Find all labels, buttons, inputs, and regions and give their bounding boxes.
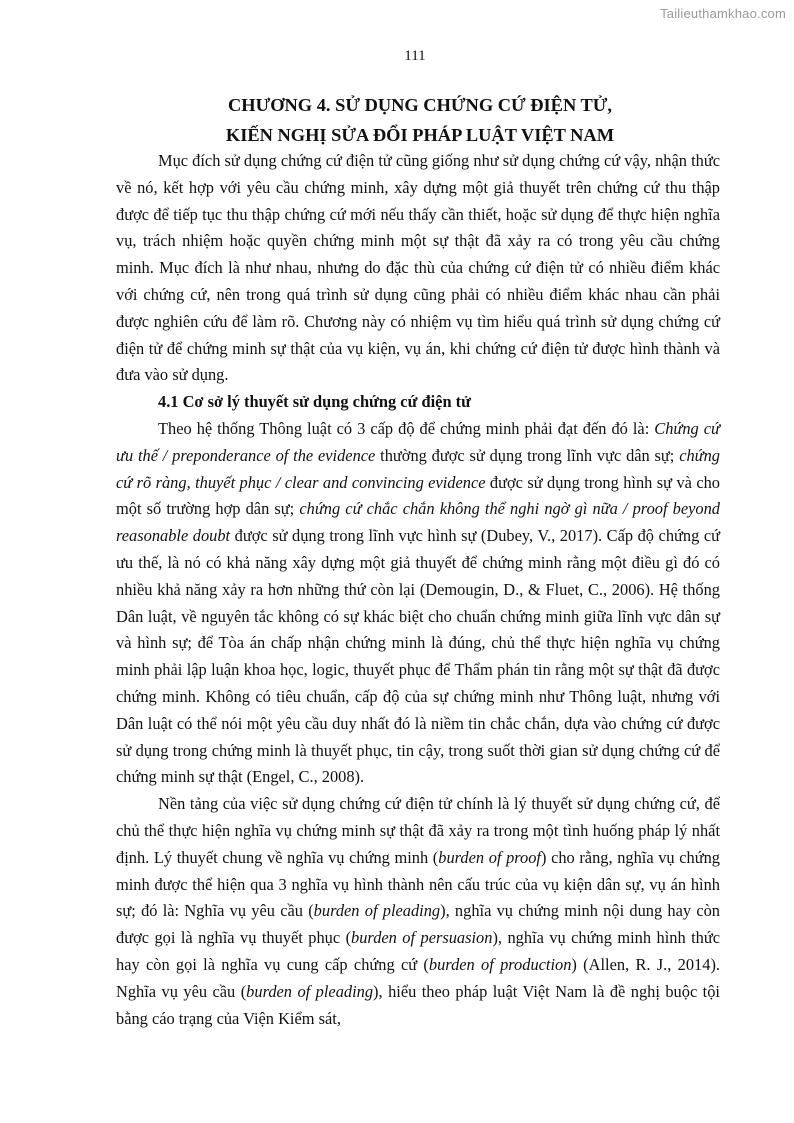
text-run: ), hiểu theo pháp luật Việt Nam là đề nghị buộc tội bằng cáo trạng của Viện Kiểm sát, — [116, 981, 720, 1028]
watermark: Tailieuthamkhao.com — [660, 6, 786, 21]
chapter-title-line-1: CHƯƠNG 4. SỬ DỤNG CHỨNG CỨ ĐIỆN TỬ, — [228, 95, 612, 115]
paragraph-burden-of-proof — [116, 791, 720, 1032]
italic-term: chứng cứ rõ ràng, thuyết phục / clear and convincing evidence — [116, 445, 720, 492]
text-run: Theo hệ thống Thông luật có 3 cấp độ để chứng minh phải đạt đến đó là: — [158, 418, 655, 438]
italic-term: burden of production — [428, 954, 572, 974]
italic-term: chứng cứ chắc chắn không thể nghi ngờ gì nữa / proof beyond reasonable doubt — [116, 499, 720, 546]
section-heading: 4.1 Cơ sở lý thuyết sử dụng chứng cứ điện tử — [158, 392, 471, 412]
page-number: 111 — [404, 48, 426, 64]
chapter-title — [60, 90, 780, 150]
text-run: được sử dụng trong lĩnh vực hình sự (Dubey, V., 2017). Cấp độ chứng cứ ưu thế, là nó có khả năng xây dựng một giả thuyết để chứng minh rằng một điều gì đó có nhiều khả năng xảy ra hơn những thứ còn lại (Demougin, D., & Fluet, C., 2006). Hệ thống Dân luật, về nguyên tắc không có sự khác biệt cho chuẩn chứng minh giữa lĩnh vực dân sự và hình sự; để Tòa án chấp nhận chứng minh là đúng, chủ thể thực hiện nghĩa vụ chứng minh phải lập luận khoa học, logic, thuyết phục để Thẩm phán tin rằng một sự thật đã được chứng minh. Không có tiêu chuẩn, cấp độ của sự chứng minh như Thông luật, nhưng với Dân luật có thể nói một yêu cầu duy nhất đó là niềm tin chắc chắn, dựa vào chứng cứ được sử dụng trong chứng minh là thuyết phục, tin cậy, trong suốt thời gian sử dụng chứng cứ để chứng minh sự thật (Engel, C., 2008). — [116, 526, 720, 787]
text-run: ) cho rằng, nghĩa vụ chứng minh được thể hiện qua 3 nghĩa vụ hình thành nên cấu trúc của vụ kiện dân sự, vụ án hình sự; đó là: Nghĩa vụ yêu cầu ( — [116, 847, 720, 921]
text-run: ), nghĩa vụ chứng minh nội dung hay còn được gọi là nghĩa vụ thuyết phục ( — [116, 901, 720, 948]
paragraph-intro: Mục đích sử dụng chứng cứ điện tử cũng giống như sử dụng chứng cứ vậy, nhận thức về nó, kết hợp với yêu cầu chứng minh, xây dựng một giả thuyết trên chứng cứ thu thập được để tiếp tục thu thập chứng cứ mới nếu thấy cần thiết, hoặc sử dụng để thực hiện nghĩa vụ, trách nhiệm hoặc quyền chứng minh một sự thật đã xảy ra có trong yêu cầu chứng minh. Mục đích là như nhau, nhưng do đặc thù của chứng cứ điện tử có nhiều điểm khác với chứng cứ, nên trong quá trình sử dụng cũng phải có nhiều điểm khác nhau cần phải được nghiên cứu để làm rõ. Chương này có nhiệm vụ tìm hiểu quá trình sử dụng chứng cứ điện tử để chứng minh sự thật của vụ kiện, vụ án, khi chứng cứ điện tử được hình thành và đưa vào sử dụng. — [116, 151, 720, 385]
text-run: ), nghĩa vụ chứng minh hình thức hay còn gọi là nghĩa vụ cung cấp chứng cứ ( — [116, 928, 720, 974]
page-body — [116, 148, 720, 1032]
text-run: được sử dụng trong hình sự và cho một số trường hợp dân sự; — [116, 472, 721, 519]
paragraph-proof-standards — [116, 416, 720, 791]
text-run: ) (Allen, R. J., 2014). Nghĩa vụ yêu cầu ( — [116, 954, 720, 1001]
italic-term: burden of pleading — [246, 981, 374, 1001]
italic-term: Chứng cứ ưu thế / preponderance of the evidence — [116, 418, 720, 465]
chapter-title-line-2: KIẾN NGHỊ SỬA ĐỔI PHÁP LUẬT VIỆT NAM — [225, 125, 615, 145]
text-run: Nền tảng của việc sử dụng chứng cứ điện tử chính là lý thuyết sử dụng chứng cứ, để chủ thể thực hiện nghĩa vụ chứng minh sự thật đã xảy ra trong một tình huống pháp lý nhất định. Lý thuyết chung về nghĩa vụ chứng minh ( — [116, 794, 720, 867]
text-run: thường được sử dụng trong lĩnh vực dân sự; — [375, 445, 680, 465]
italic-term: burden of proof — [438, 847, 541, 867]
italic-term: burden of persuasion — [351, 928, 493, 948]
italic-term: burden of pleading — [313, 901, 441, 921]
